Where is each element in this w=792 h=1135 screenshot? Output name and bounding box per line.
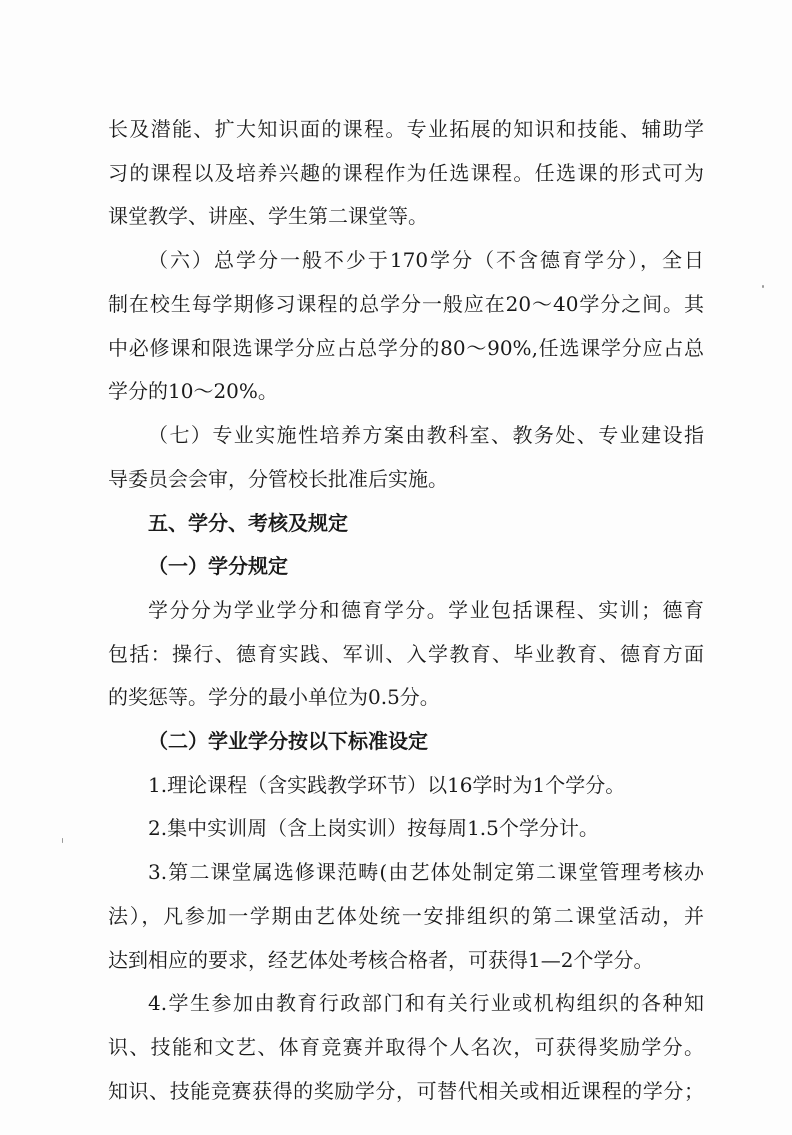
section-heading: 五、学分、考核及规定 [148, 511, 348, 535]
paragraph-line: （七）专业实施性培养方案由教科室、教务处、专业建设指 [148, 423, 704, 447]
paragraph-line: 达到相应的要求，经艺体处考核合格者，可获得1—2个学分。 [108, 948, 654, 972]
paragraph-line: 识、技能和文艺、体育竞赛并取得个人名次，可获得奖励学分。 [108, 1035, 704, 1059]
paragraph-line: 包括：操行、德育实践、军训、入学教育、毕业教育、德育方面 [108, 642, 704, 666]
paragraph-line: 中必修课和限选课学分应占总学分的80～90%,任选课学分应占总 [108, 336, 704, 360]
paragraph-line: 学分的10～20%。 [108, 379, 278, 403]
paragraph-line: 课堂教学、讲座、学生第二课堂等。 [108, 204, 428, 228]
list-item: 2.集中实训周（含上岗实训）按每周1.5个学分计。 [148, 816, 599, 840]
subsection-heading: （一）学分规定 [148, 554, 288, 578]
paragraph-line: 制在校生每学期修习课程的总学分一般应在20～40学分之间。其 [108, 292, 704, 316]
paragraph-line: 导委员会会审，分管校长批准后实施。 [108, 467, 448, 491]
paragraph-line: 法），凡参加一学期由艺体处统一安排组织的第二课堂活动，并 [108, 904, 704, 928]
paragraph-line: 的奖惩等。学分的最小单位为0.5分。 [108, 685, 440, 709]
paragraph-line: 习的课程以及培养兴趣的课程作为任选课程。任选课的形式可为 [108, 161, 704, 185]
list-item: 1.理论课程（含实践教学环节）以16学时为1个学分。 [148, 773, 626, 797]
paragraph-line: （六）总学分一般不少于170学分（不含德育学分），全日 [148, 248, 704, 272]
paragraph-line: 学分分为学业学分和德育学分。学业包括课程、实训；德育 [148, 598, 704, 622]
scan-speck [62, 838, 63, 843]
list-item: 4.学生参加由教育行政部门和有关行业或机构组织的各种知 [148, 991, 704, 1015]
paragraph-line: 长及潜能、扩大知识面的课程。专业拓展的知识和技能、辅助学 [108, 117, 704, 141]
paragraph-line: 知识、技能竞赛获得的奖励学分，可替代相关或相近课程的学分； [108, 1079, 704, 1103]
list-item: 3.第二课堂属选修课范畴(由艺体处制定第二课堂管理考核办 [148, 860, 704, 884]
scan-speck [762, 285, 764, 288]
subsection-heading: （二）学业学分按以下标准设定 [148, 729, 428, 753]
